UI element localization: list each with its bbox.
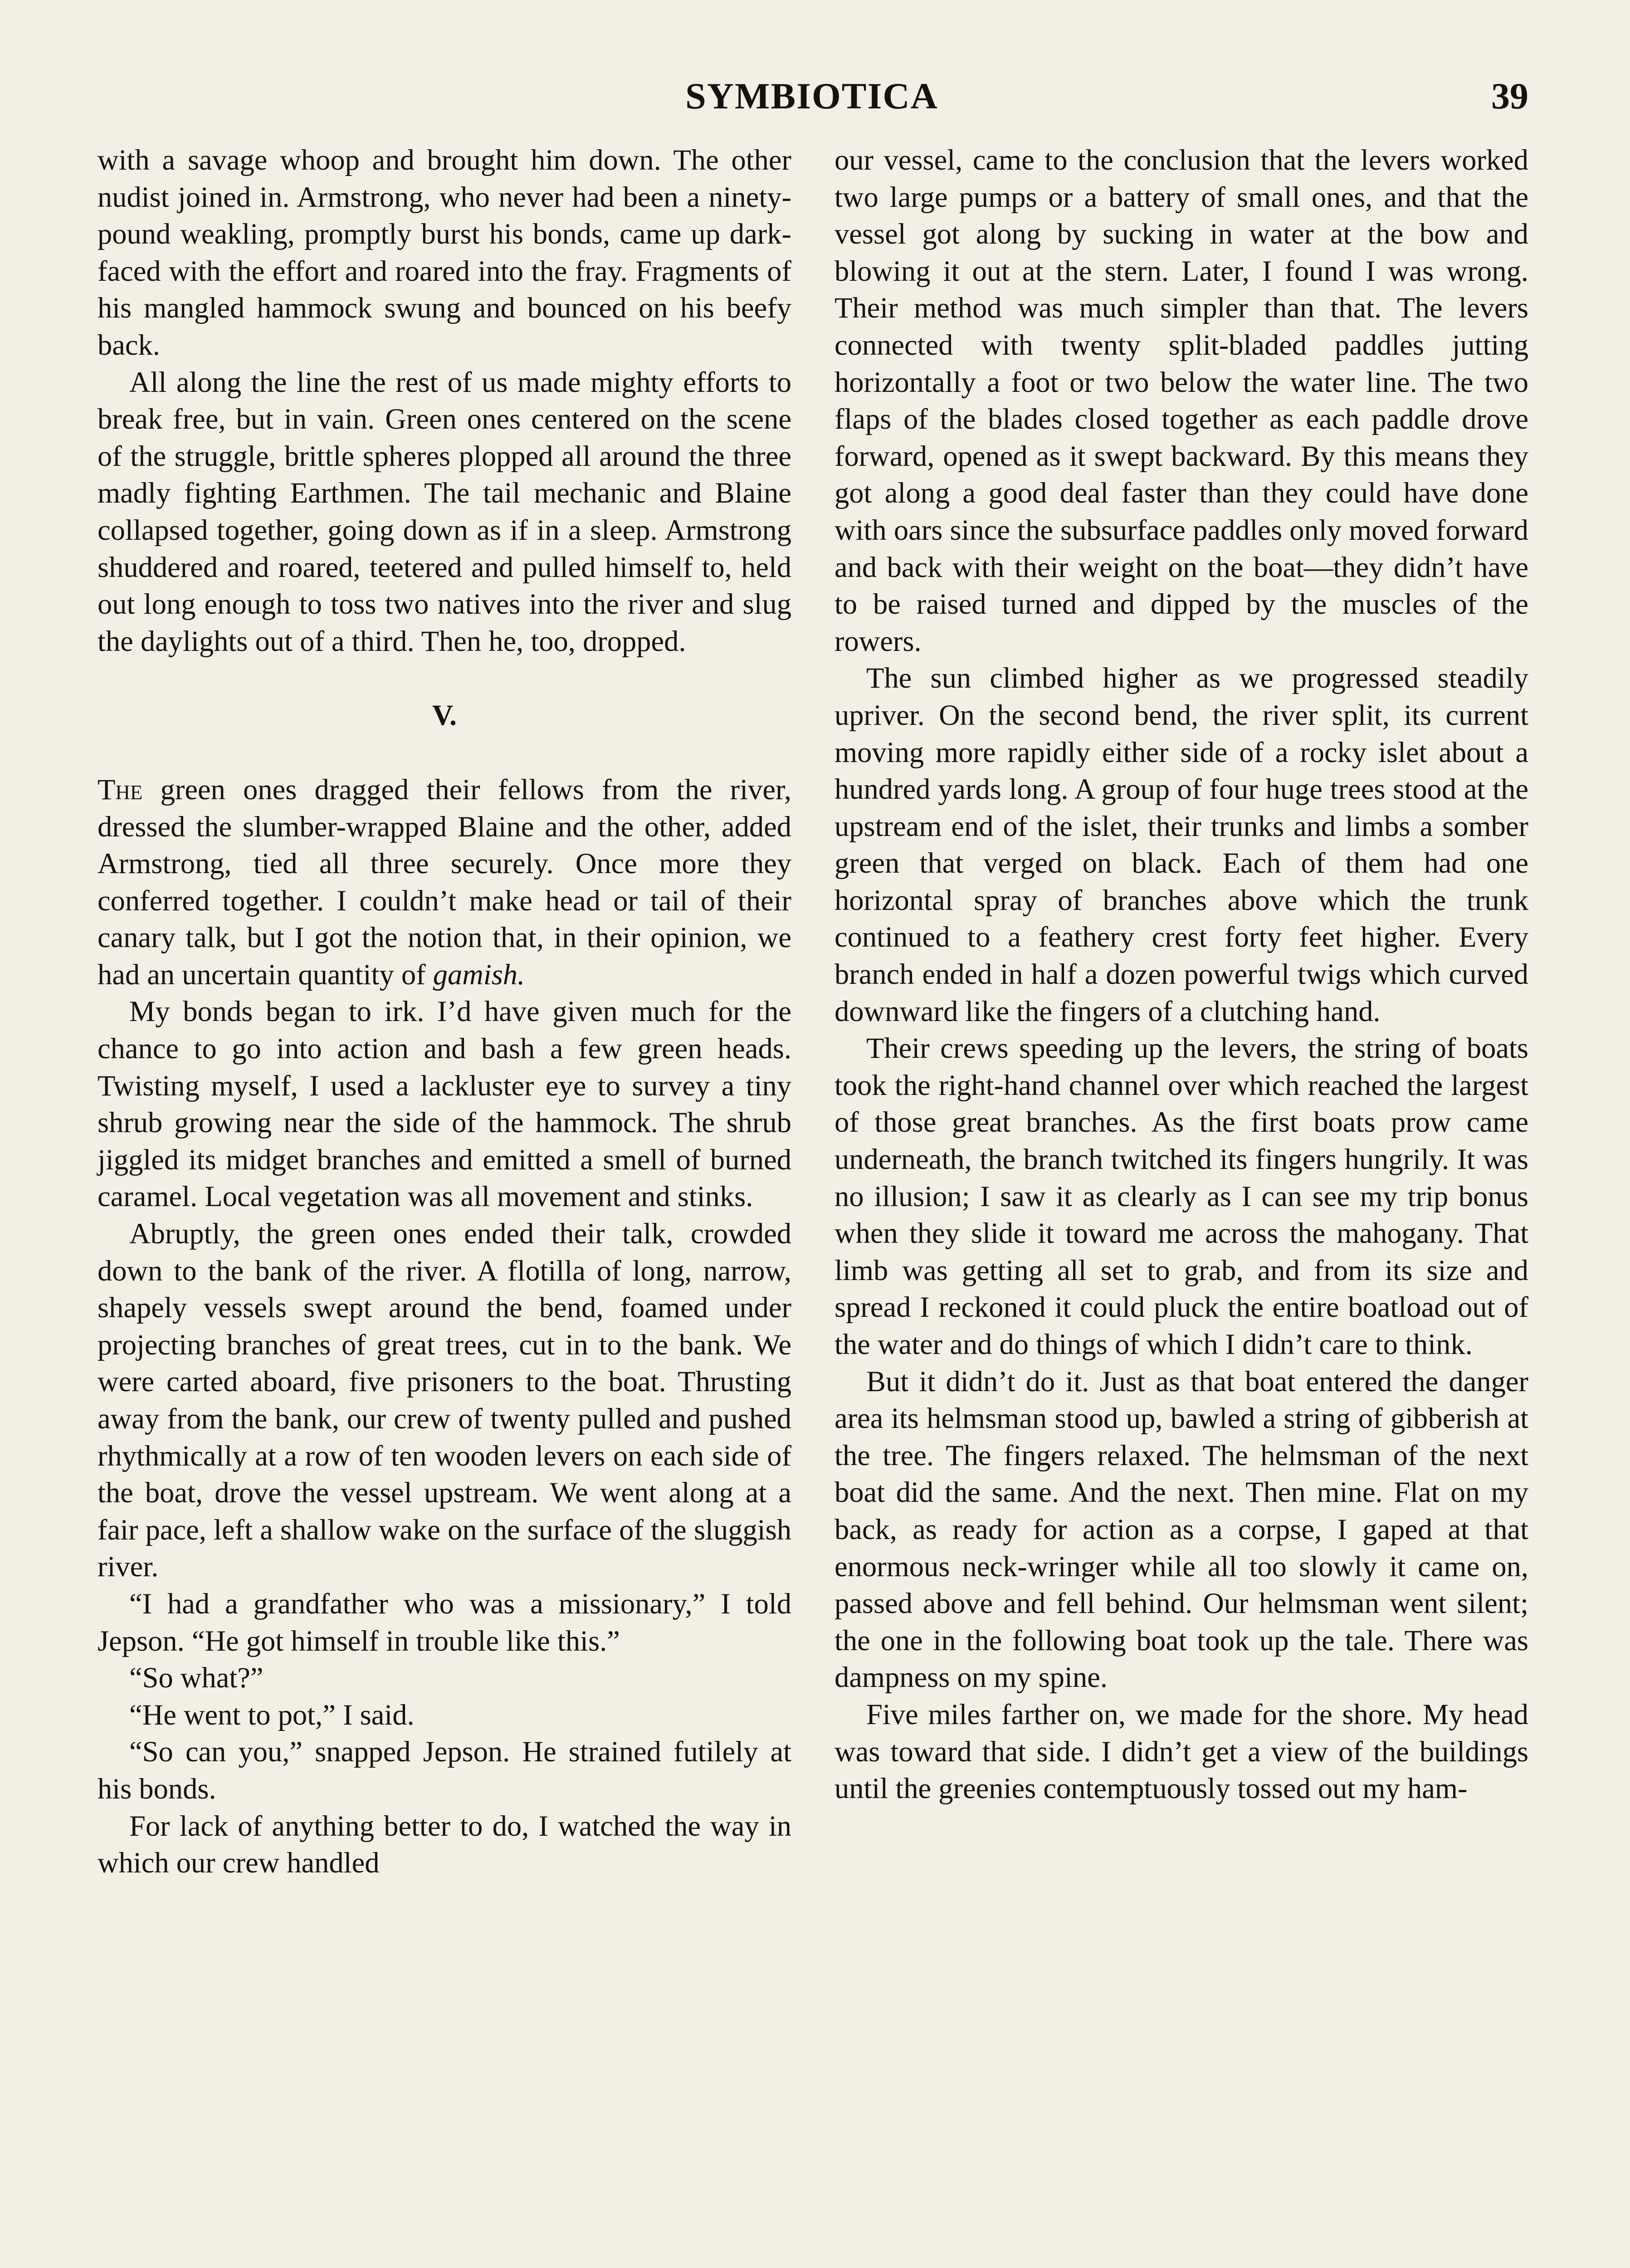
paragraph: “I had a grandfather who was a missionary,” I told Jepson. “He got himself in trouble like this.” (98, 1587, 791, 1657)
paragraph: The sun climbed higher as we progressed steadily upriver. On the second bend, the river split, its current moving more rapidly either side of a rocky islet about a hundred yards long. A group of four huge trees stood at the upstream end of the islet, their trunks and limbs a somber green that verged on black. Each of them had one horizontal spray of branches above which the trunk continued to a feathery crest forty feet higher. Every branch ended in half a dozen powerful twigs which curved downward like the fingers of a clutching hand. (835, 662, 1528, 1027)
paragraph: “He went to pot,” I said. (129, 1698, 415, 1731)
paragraph: For lack of anything better to do, I watched the way in which our crew handled (98, 1809, 791, 1879)
left-column (98, 142, 791, 1882)
paragraph: “So can you,” snapped Jepson. He strained futilely at his bonds. (98, 1735, 791, 1805)
paragraph: My bonds began to irk. I’d have given much for the chance to go into action and bash a few green heads. Twisting myself, I used a lackluster eye to survey a tiny shrub growing near the side of the hammock. The shrub jiggled its midget branches and emitted a smell of burned caramel. Local vegetation was all movement and stinks. (98, 995, 791, 1213)
paragraph: Abruptly, the green ones ended their talk, crowded down to the bank of the river. A flotilla of long, narrow, shapely vessels swept around the bend, foamed under projecting branches of great trees, cut in to the bank. We were carted aboard, five prisoners to the boat. Thrusting away from the bank, our crew of twenty pulled and pushed rhythmically at a row of ten wooden levers on each side of the boat, drove the vessel upstream. We went along at a fair pace, left a shallow wake on the surface of the sluggish river. (98, 1217, 791, 1583)
page-header (95, 75, 1528, 129)
section-heading: V. (432, 699, 457, 732)
italic-word: gamish. (433, 958, 525, 991)
paragraph: with a savage whoop and brought him down. The other nudist joined in. Armstrong, who never had been a ninety-pound weakling, promptly burst his bonds, came up dark-faced with the effort and roared into the fray. Fragments of his mangled hammock swung and bounced on his beefy back. (98, 144, 791, 361)
paragraph: But it didn’t do it. Just as that boat entered the danger area its helmsman stood up, bawled a string of gibberish at the tree. The fingers relaxed. The helmsman of the next boat did the same. And the next. Then mine. Flat on my back, as ready for action as a corpse, I gaped at that enormous neck-wringer while all too slowly it came on, passed above and fell behind. Our helmsman went silent; the one in the following boat took up the tale. There was dampness on my spine. (835, 1365, 1528, 1694)
paragraph: “So what?” (129, 1662, 264, 1694)
paragraph: Five miles farther on, we made for the shore. My head was toward that side. I didn’t get a view of the buildings until the greenies contemptuously tossed out my ham- (835, 1698, 1528, 1805)
paragraph-text: green ones dragged their fellows from the river, dressed the slumber-wrapped Blaine and the other, added Armstrong, tied all three securely. Once more they conferred together. I couldn’t make head or tail of their canary talk, but I got the notion that, in their opinion, we had an uncertain quantity of (98, 773, 791, 991)
running-title: SYMBIOTICA (685, 75, 938, 117)
paragraph: Their crews speeding up the levers, the string of boats took the right-hand channel over which reached the largest of those great branches. As the first boats prow came underneath, the branch twitched its fingers hungrily. It was no illusion; I saw it as clearly as I can see my trip bonus when they slide it toward me across the mahogany. That limb was getting all set to grab, and from its size and spread I reckoned it could pluck the entire boatload out of the water and do things of which I didn’t care to think. (835, 1032, 1528, 1360)
paragraph (98, 771, 791, 993)
paragraph: All along the line the rest of us made mighty efforts to break free, but in vain. Green ones centered on the scene of the struggle, brittle spheres plopped all around the three madly fighting Earthmen. The tail mechanic and Blaine collapsed together, going down as if in a sleep. Armstrong shuddered and roared, teetered and pulled himself to, held out long enough to toss two natives into the river and slug the daylights out of a third. Then he, too, dropped. (98, 366, 791, 657)
paragraph-lead-word: The (98, 773, 143, 806)
page-number: 39 (1491, 75, 1528, 117)
paragraph: our vessel, came to the conclusion that the levers worked two large pumps or a battery of small ones, and that the vessel got along by sucking in water at the bow and blowing it out at the stern. Later, I found I was wrong. Their method was much simpler than that. The levers connected with twenty split-bladed paddles jutting horizontally a foot or two below the water line. The two flaps of the blades closed together as each paddle drove forward, opened as it swept backward. By this means they got along a good deal faster than they could have done with oars since the subsurface paddles only moved forward and back with their weight on the boat—they didn’t have to be raised turned and dipped by the muscles of the rowers. (835, 144, 1528, 657)
right-column (835, 142, 1528, 1807)
